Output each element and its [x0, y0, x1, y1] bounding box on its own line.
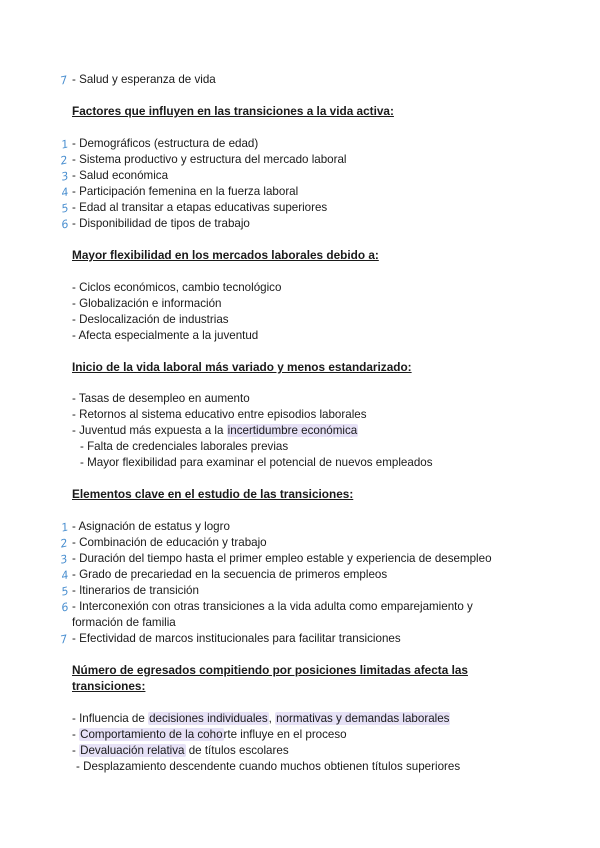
section-heading: Mayor flexibilidad en los mercados laborales debido a: [72, 248, 379, 262]
list-item: - Disponibilidad de tipos de trabajo [72, 217, 250, 230]
list-item-text: - [72, 744, 80, 757]
list-item: - Sistema productivo y estructura del mercado laboral [72, 153, 347, 166]
list-item: - Interconexión con otras transiciones a la vida adulta como emparejamiento y [72, 600, 473, 613]
handwritten-number: 4 [60, 568, 70, 583]
list-item: - Duración del tiempo hasta el primer empleo estable y experiencia de desempleo [72, 552, 492, 565]
list-item: - Edad al transitar a etapas educativas superiores [72, 201, 328, 214]
list-item-text: de títulos escolares [185, 744, 289, 757]
handwritten-number: 2 [59, 153, 69, 168]
handwritten-number: 7 [59, 632, 69, 647]
handwritten-number: 5 [60, 584, 70, 599]
handwritten-number: 2 [59, 536, 69, 551]
list-item: - Itinerarios de transición [72, 584, 199, 597]
list-item [72, 743, 289, 758]
section-heading: Número de egresados compitiendo por posiciones limitadas afecta las [72, 663, 468, 677]
list-item-continuation: formación de familia [72, 616, 176, 629]
handwritten-number: 5 [60, 201, 70, 216]
list-subitem: - Desplazamiento descendente cuando muchos obtienen títulos superiores [76, 760, 461, 773]
handwritten-number: 1 [60, 520, 70, 535]
highlighted-text: normativas y demandas laborales [276, 712, 450, 725]
list-item: - Deslocalización de industrias [72, 313, 229, 326]
list-item [72, 423, 358, 438]
highlighted-text: Comportamiento de la coho [80, 728, 223, 741]
section-heading: Inicio de la vida laboral más variado y menos estandarizado: [72, 360, 412, 374]
list-item: - Grado de precariedad en la secuencia de primeros empleos [72, 568, 388, 581]
list-subitem: - Mayor flexibilidad para examinar el potencial de nuevos empleados [80, 456, 433, 469]
handwritten-number: 3 [59, 552, 69, 567]
list-item: - Efectividad de marcos institucionales para facilitar transiciones [72, 632, 401, 645]
list-item: - Participación femenina en la fuerza laboral [72, 185, 299, 198]
list-item-text: rte influye en el proceso [223, 728, 347, 741]
list-item [72, 711, 450, 726]
list-item: - Asignación de estatus y logro [72, 520, 230, 533]
handwritten-number: 7 [59, 73, 69, 88]
list-item [72, 727, 347, 742]
handwritten-number: 6 [60, 600, 70, 615]
list-item-text: - [72, 728, 80, 741]
list-item: - Tasas de desempleo en aumento [72, 392, 250, 405]
list-item: - Afecta especialmente a la juventud [72, 329, 259, 342]
list-item: - Salud y esperanza de vida [72, 73, 216, 86]
list-item: - Demográficos (estructura de edad) [72, 137, 259, 150]
highlighted-text: decisiones individuales [149, 712, 268, 725]
list-item: - Combinación de educación y trabajo [72, 536, 267, 549]
handwritten-number: 3 [60, 169, 70, 184]
list-item-text: - Influencia de [72, 712, 149, 725]
section-heading-continuation: transiciones: [72, 679, 146, 693]
section-heading: Elementos clave en el estudio de las transiciones: [72, 487, 354, 501]
handwritten-number: 6 [60, 217, 70, 232]
list-item: - Globalización e información [72, 297, 222, 310]
handwritten-number: 1 [60, 137, 70, 152]
handwritten-number: 4 [60, 185, 70, 200]
list-item: - Ciclos económicos, cambio tecnológico [72, 281, 282, 294]
list-subitem: - Falta de credenciales laborales previas [80, 440, 289, 453]
list-item: - Retornos al sistema educativo entre episodios laborales [72, 408, 367, 421]
section-heading: Factores que influyen en las transiciones a la vida activa: [72, 104, 394, 118]
list-item: - Salud económica [72, 169, 169, 182]
list-item-text: - Juventud más expuesta a la [72, 424, 227, 437]
highlighted-text: Devaluación relativa [80, 744, 185, 757]
highlighted-text: incertidumbre económica [227, 424, 358, 437]
list-item-text: , [268, 712, 276, 725]
